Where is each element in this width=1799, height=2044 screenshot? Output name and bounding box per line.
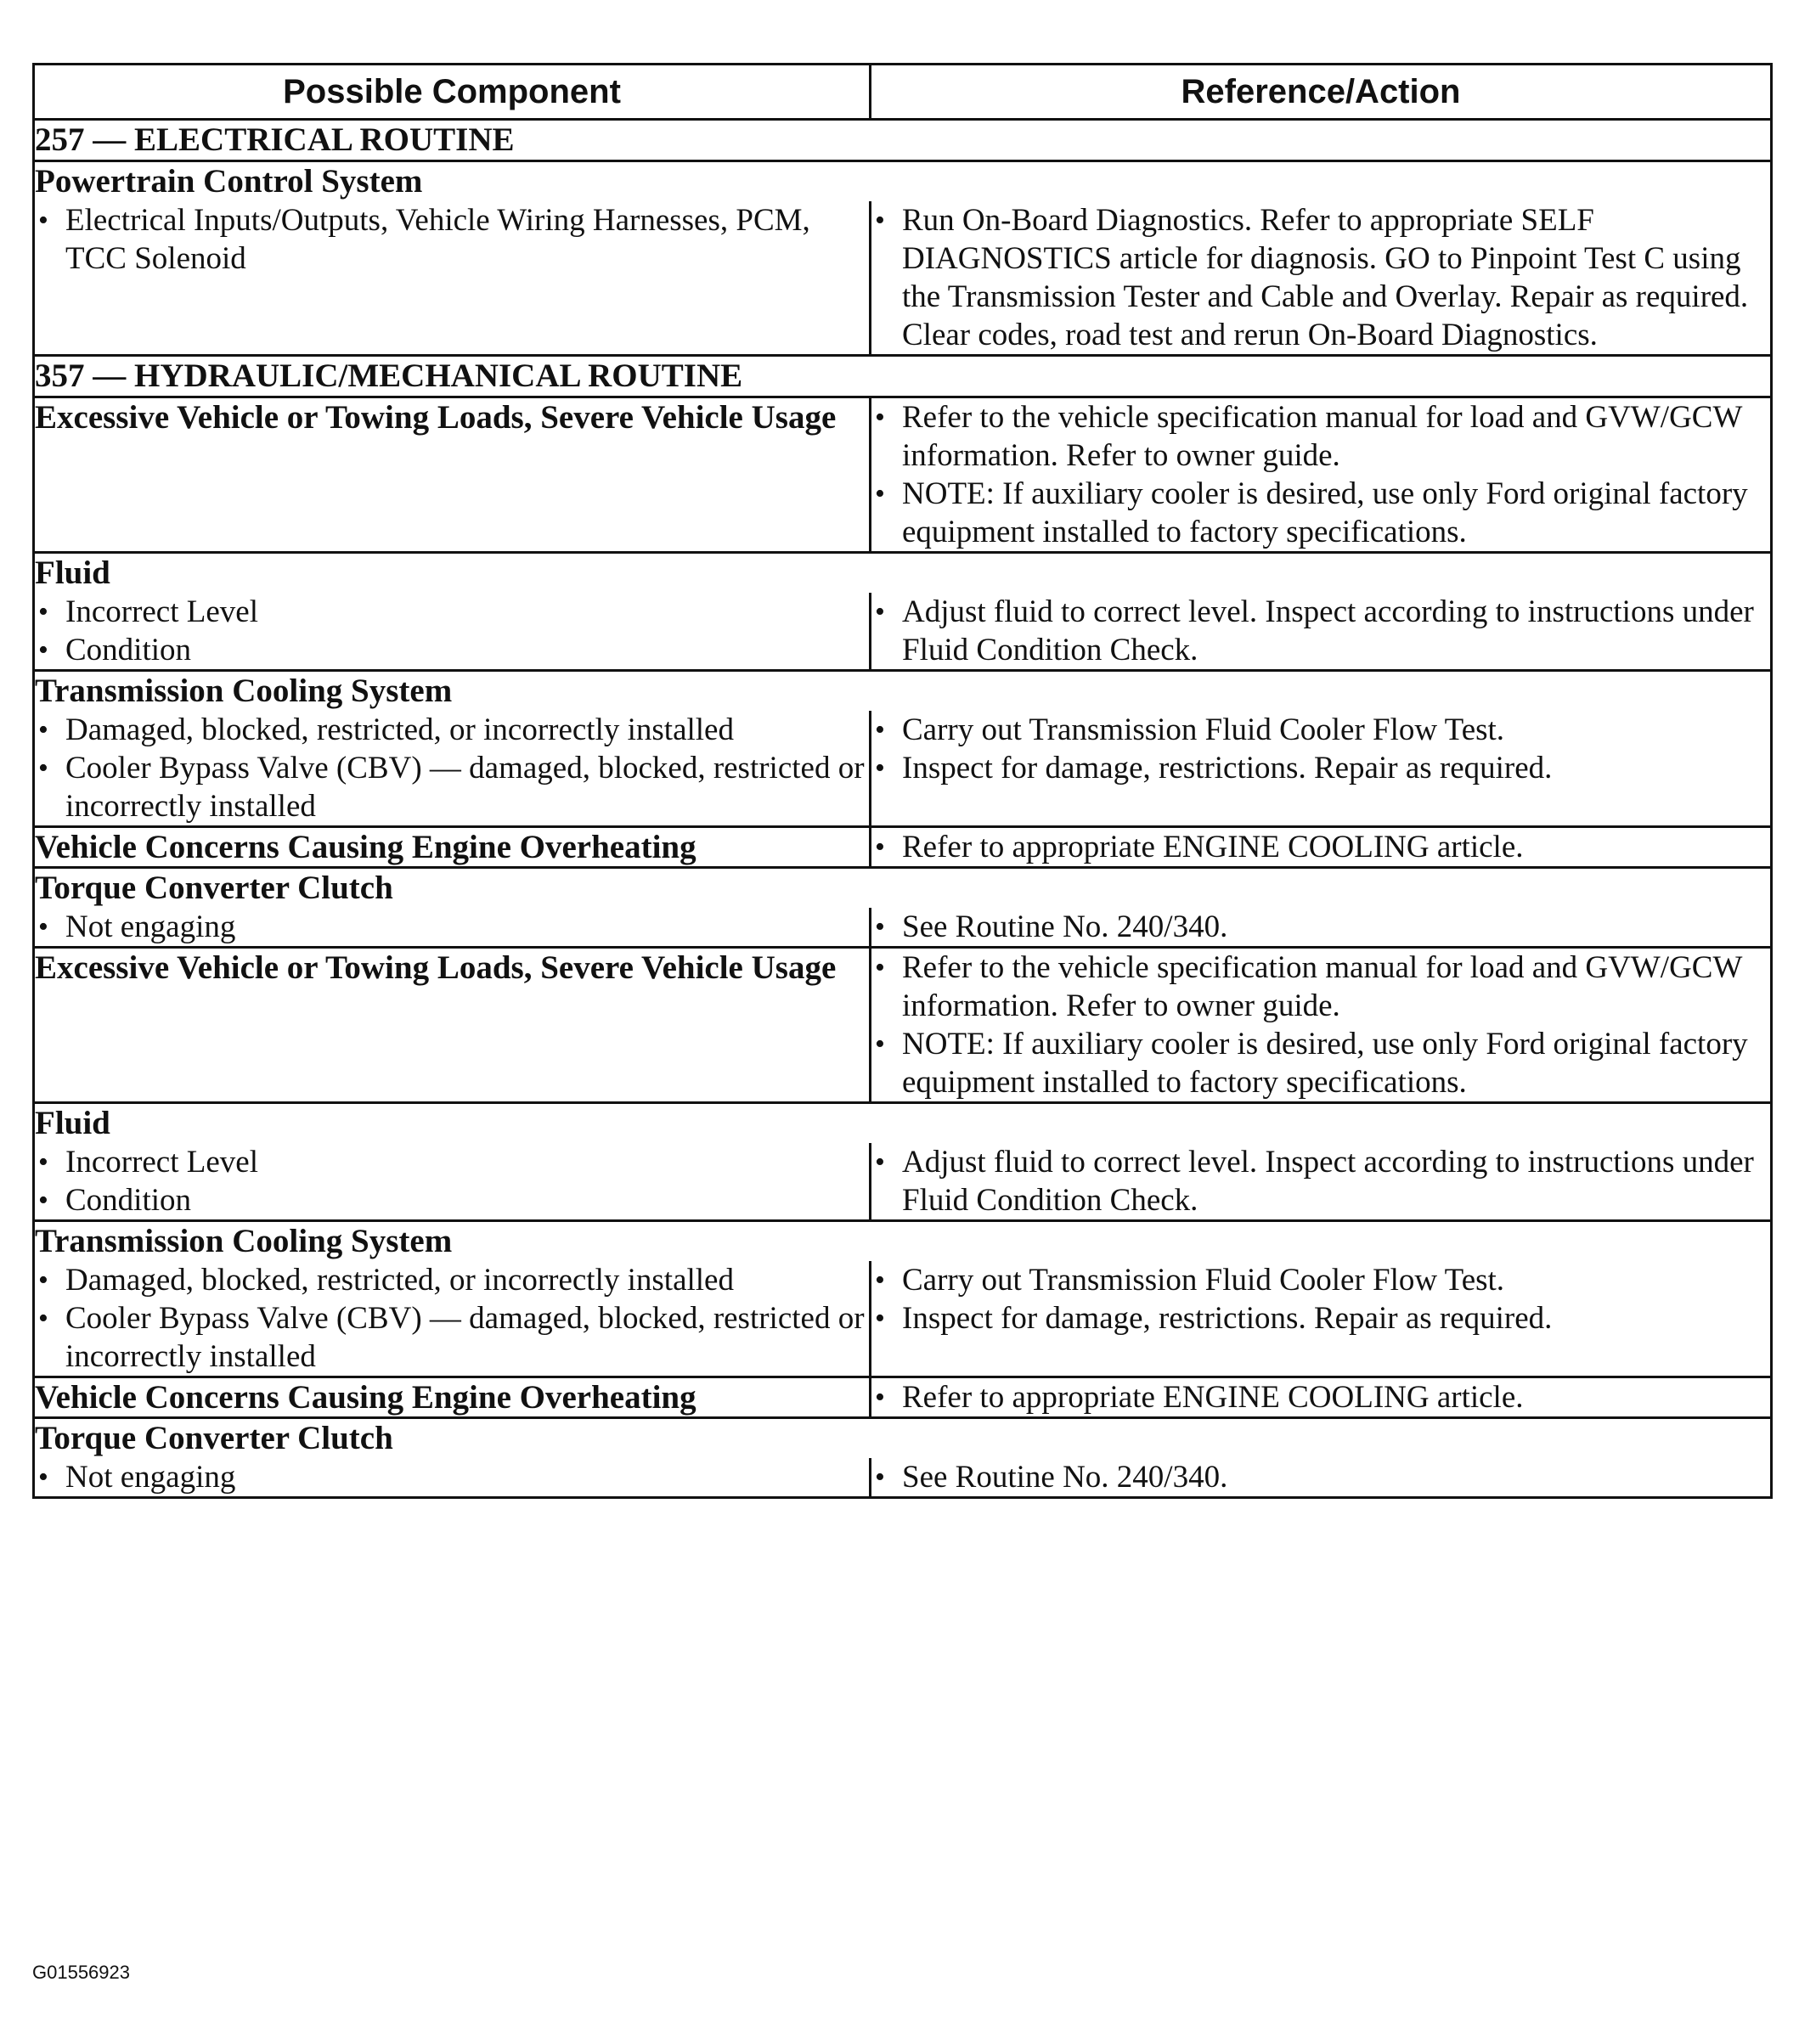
action-cell bbox=[871, 1377, 1772, 1418]
component-list bbox=[35, 201, 869, 278]
section-title-row bbox=[34, 120, 1772, 161]
table-row bbox=[34, 397, 1772, 553]
action-item: • See Routine No. 240/340. bbox=[871, 1458, 1770, 1496]
action-item: • Refer to appropriate ENGINE COOLING article. bbox=[871, 828, 1770, 866]
group-heading-row bbox=[34, 671, 1772, 712]
action-list bbox=[871, 828, 1770, 866]
table-row bbox=[34, 1377, 1772, 1418]
component-list bbox=[35, 593, 869, 669]
action-cell bbox=[871, 593, 1772, 671]
table-body bbox=[34, 120, 1772, 1498]
action-item: • Inspect for damage, restrictions. Repair as required. bbox=[871, 1299, 1770, 1337]
action-item: • Refer to the vehicle specification manual for load and GVW/GCW information. Refer to owner guide. bbox=[871, 398, 1770, 475]
action-cell bbox=[871, 908, 1772, 948]
table-row bbox=[34, 711, 1772, 827]
component-item: • Condition bbox=[35, 1181, 869, 1219]
component-item: • Condition bbox=[35, 631, 869, 669]
table-row bbox=[34, 827, 1772, 868]
component-cell bbox=[34, 1458, 871, 1498]
component-item: • Not engaging bbox=[35, 1458, 869, 1496]
action-item: • Adjust fluid to correct level. Inspect according to instructions under Fluid Condition Check. bbox=[871, 593, 1770, 669]
component-cell bbox=[34, 908, 871, 948]
component-item: • Cooler Bypass Valve (CBV) — damaged, blocked, restricted or incorrectly installed bbox=[35, 1299, 869, 1376]
component-item: • Cooler Bypass Valve (CBV) — damaged, blocked, restricted or incorrectly installed bbox=[35, 749, 869, 825]
group-heading-row bbox=[34, 1221, 1772, 1262]
group-heading: Transmission Cooling System bbox=[34, 1221, 1772, 1262]
table-row bbox=[34, 593, 1772, 671]
component-list bbox=[35, 1143, 869, 1219]
action-cell bbox=[871, 1261, 1772, 1377]
action-item: • Inspect for damage, restrictions. Repair as required. bbox=[871, 749, 1770, 787]
group-heading: Powertrain Control System bbox=[34, 161, 1772, 202]
action-list bbox=[871, 711, 1770, 787]
section-title: 257 — ELECTRICAL ROUTINE bbox=[34, 120, 1772, 161]
table-row bbox=[34, 1261, 1772, 1377]
action-list bbox=[871, 593, 1770, 669]
component-cell bbox=[34, 593, 871, 671]
action-cell bbox=[871, 201, 1772, 356]
action-item: • NOTE: If auxiliary cooler is desired, use only Ford original factory equipment installed to factory specifications. bbox=[871, 1025, 1770, 1101]
action-list bbox=[871, 1261, 1770, 1337]
header-reference-action: Reference/Action bbox=[871, 65, 1772, 120]
table-row bbox=[34, 1143, 1772, 1221]
component-list bbox=[35, 1458, 869, 1496]
action-item: • Carry out Transmission Fluid Cooler Flow Test. bbox=[871, 711, 1770, 749]
action-item: • Run On-Board Diagnostics. Refer to appropriate SELF DIAGNOSTICS article for diagnosis. GO to Pinpoint Test C using the Transmission Tester and Cable and Overlay. Repair as required. Clear codes, road test and rerun On-Board Diagnostics. bbox=[871, 201, 1770, 354]
diagnostic-table bbox=[32, 63, 1773, 1499]
action-cell bbox=[871, 827, 1772, 868]
component-cell: Excessive Vehicle or Towing Loads, Severe Vehicle Usage bbox=[34, 948, 871, 1103]
component-list bbox=[35, 908, 869, 946]
group-heading: Torque Converter Clutch bbox=[34, 868, 1772, 909]
header-possible-component: Possible Component bbox=[34, 65, 871, 120]
group-heading: Fluid bbox=[34, 553, 1772, 594]
action-cell bbox=[871, 1143, 1772, 1221]
action-item: • Adjust fluid to correct level. Inspect according to instructions under Fluid Condition Check. bbox=[871, 1143, 1770, 1219]
group-heading-row bbox=[34, 868, 1772, 909]
group-heading-row bbox=[34, 553, 1772, 594]
table-row bbox=[34, 948, 1772, 1103]
component-item: • Incorrect Level bbox=[35, 1143, 869, 1181]
action-item: • Refer to the vehicle specification manual for load and GVW/GCW information. Refer to owner guide. bbox=[871, 949, 1770, 1025]
action-list bbox=[871, 201, 1770, 354]
figure-id: G01556923 bbox=[32, 1962, 130, 1983]
component-item: • Incorrect Level bbox=[35, 593, 869, 631]
section-title: 357 — HYDRAULIC/MECHANICAL ROUTINE bbox=[34, 356, 1772, 397]
group-heading: Torque Converter Clutch bbox=[34, 1418, 1772, 1459]
component-list bbox=[35, 711, 869, 825]
group-heading-row bbox=[34, 161, 1772, 202]
table-header-row bbox=[34, 65, 1772, 120]
group-heading: Fluid bbox=[34, 1103, 1772, 1144]
action-list bbox=[871, 398, 1770, 551]
action-item: • See Routine No. 240/340. bbox=[871, 908, 1770, 946]
component-cell: Vehicle Concerns Causing Engine Overheating bbox=[34, 1377, 871, 1418]
section-title-row bbox=[34, 356, 1772, 397]
action-list bbox=[871, 1458, 1770, 1496]
component-cell bbox=[34, 711, 871, 827]
group-heading-row bbox=[34, 1418, 1772, 1459]
action-item: • NOTE: If auxiliary cooler is desired, use only Ford original factory equipment installed to factory specifications. bbox=[871, 475, 1770, 551]
action-item: • Carry out Transmission Fluid Cooler Flow Test. bbox=[871, 1261, 1770, 1299]
group-heading: Transmission Cooling System bbox=[34, 671, 1772, 712]
component-item: • Damaged, blocked, restricted, or incorrectly installed bbox=[35, 1261, 869, 1299]
action-cell bbox=[871, 397, 1772, 553]
table-row bbox=[34, 1458, 1772, 1498]
action-list bbox=[871, 1143, 1770, 1219]
component-cell: Excessive Vehicle or Towing Loads, Severe Vehicle Usage bbox=[34, 397, 871, 553]
table-row bbox=[34, 908, 1772, 948]
table-row bbox=[34, 201, 1772, 356]
group-heading-row bbox=[34, 1103, 1772, 1144]
action-list bbox=[871, 1378, 1770, 1416]
component-item: • Damaged, blocked, restricted, or incorrectly installed bbox=[35, 711, 869, 749]
component-item: • Not engaging bbox=[35, 908, 869, 946]
component-list bbox=[35, 1261, 869, 1376]
component-cell bbox=[34, 201, 871, 356]
action-cell bbox=[871, 948, 1772, 1103]
component-cell: Vehicle Concerns Causing Engine Overheating bbox=[34, 827, 871, 868]
action-list bbox=[871, 949, 1770, 1101]
action-list bbox=[871, 908, 1770, 946]
component-cell bbox=[34, 1143, 871, 1221]
component-cell bbox=[34, 1261, 871, 1377]
action-item: • Refer to appropriate ENGINE COOLING article. bbox=[871, 1378, 1770, 1416]
action-cell bbox=[871, 711, 1772, 827]
component-item: • Electrical Inputs/Outputs, Vehicle Wiring Harnesses, PCM, TCC Solenoid bbox=[35, 201, 869, 278]
action-cell bbox=[871, 1458, 1772, 1498]
